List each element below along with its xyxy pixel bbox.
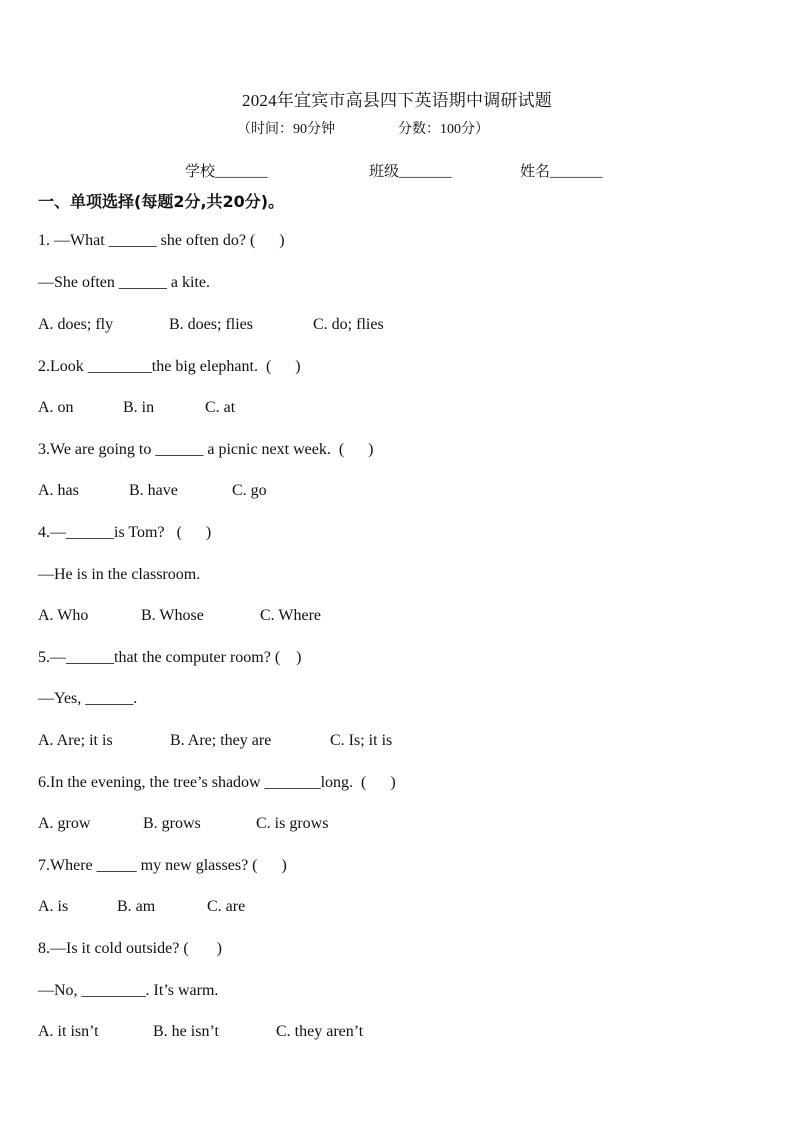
option-b: B. grows <box>143 815 201 832</box>
name-field: 姓名_______ <box>520 164 603 180</box>
option-row <box>38 815 328 833</box>
class-field: 班级_______ <box>369 164 452 180</box>
option-c: C. go <box>232 482 267 499</box>
question-line: 1. —What ______ she often do? ( ) <box>38 232 285 249</box>
question-line: 6.In the evening, the tree’s shadow _______long. ( ) <box>38 774 396 791</box>
option-row <box>38 482 267 500</box>
exam-subtitle: （时间：90分钟 分数：100分） <box>237 122 489 137</box>
option-row <box>38 316 384 334</box>
option-b: B. Whose <box>141 607 204 624</box>
school-field: 学校_______ <box>185 164 268 180</box>
option-b: B. he isn’t <box>153 1023 219 1040</box>
option-row <box>38 399 235 417</box>
option-a: A. does; fly <box>38 316 114 333</box>
option-c: C. is grows <box>256 815 329 832</box>
option-a: A. Who <box>38 607 89 624</box>
option-b: B. am <box>117 898 156 915</box>
option-c: C. Where <box>260 607 322 624</box>
option-row <box>38 607 321 625</box>
option-row <box>38 732 392 750</box>
question-line: 7.Where _____ my new glasses? ( ) <box>38 857 287 874</box>
option-a: A. has <box>38 482 79 499</box>
option-b: B. in <box>123 399 155 416</box>
question-line: 4.—______is Tom? ( ) <box>38 524 212 541</box>
option-a: A. on <box>38 399 74 416</box>
question-line: —She often ______ a kite. <box>38 274 210 291</box>
option-c: C. they aren’t <box>276 1023 364 1040</box>
question-line: —No, ________. It’s warm. <box>38 982 219 999</box>
option-a: A. it isn’t <box>38 1023 99 1040</box>
option-a: A. grow <box>38 815 91 832</box>
option-c: C. at <box>205 399 236 416</box>
option-c: C. are <box>207 898 246 915</box>
question-line: 8.—Is it cold outside? ( ) <box>38 940 222 957</box>
question-line: —Yes, ______. <box>38 690 138 707</box>
option-row <box>38 898 245 916</box>
section-heading: 一、单项选择(每题2分,共20分)。 <box>38 192 285 211</box>
option-a: A. is <box>38 898 69 915</box>
option-b: B. have <box>129 482 178 499</box>
option-c: C. do; flies <box>313 316 384 333</box>
exam-title: 2024年宜宾市高县四下英语期中调研试题 <box>242 91 552 110</box>
question-line: 5.—______that the computer room? ( ) <box>38 649 302 666</box>
option-b: B. does; flies <box>169 316 253 333</box>
option-b: B. Are; they are <box>170 732 272 749</box>
option-c: C. Is; it is <box>330 732 393 749</box>
option-a: A. Are; it is <box>38 732 113 749</box>
question-line: 3.We are going to ______ a picnic next week. ( ) <box>38 441 374 458</box>
question-line: 2.Look ________the big elephant. ( ) <box>38 358 301 375</box>
option-row <box>38 1023 363 1041</box>
question-line: —He is in the classroom. <box>38 566 201 583</box>
